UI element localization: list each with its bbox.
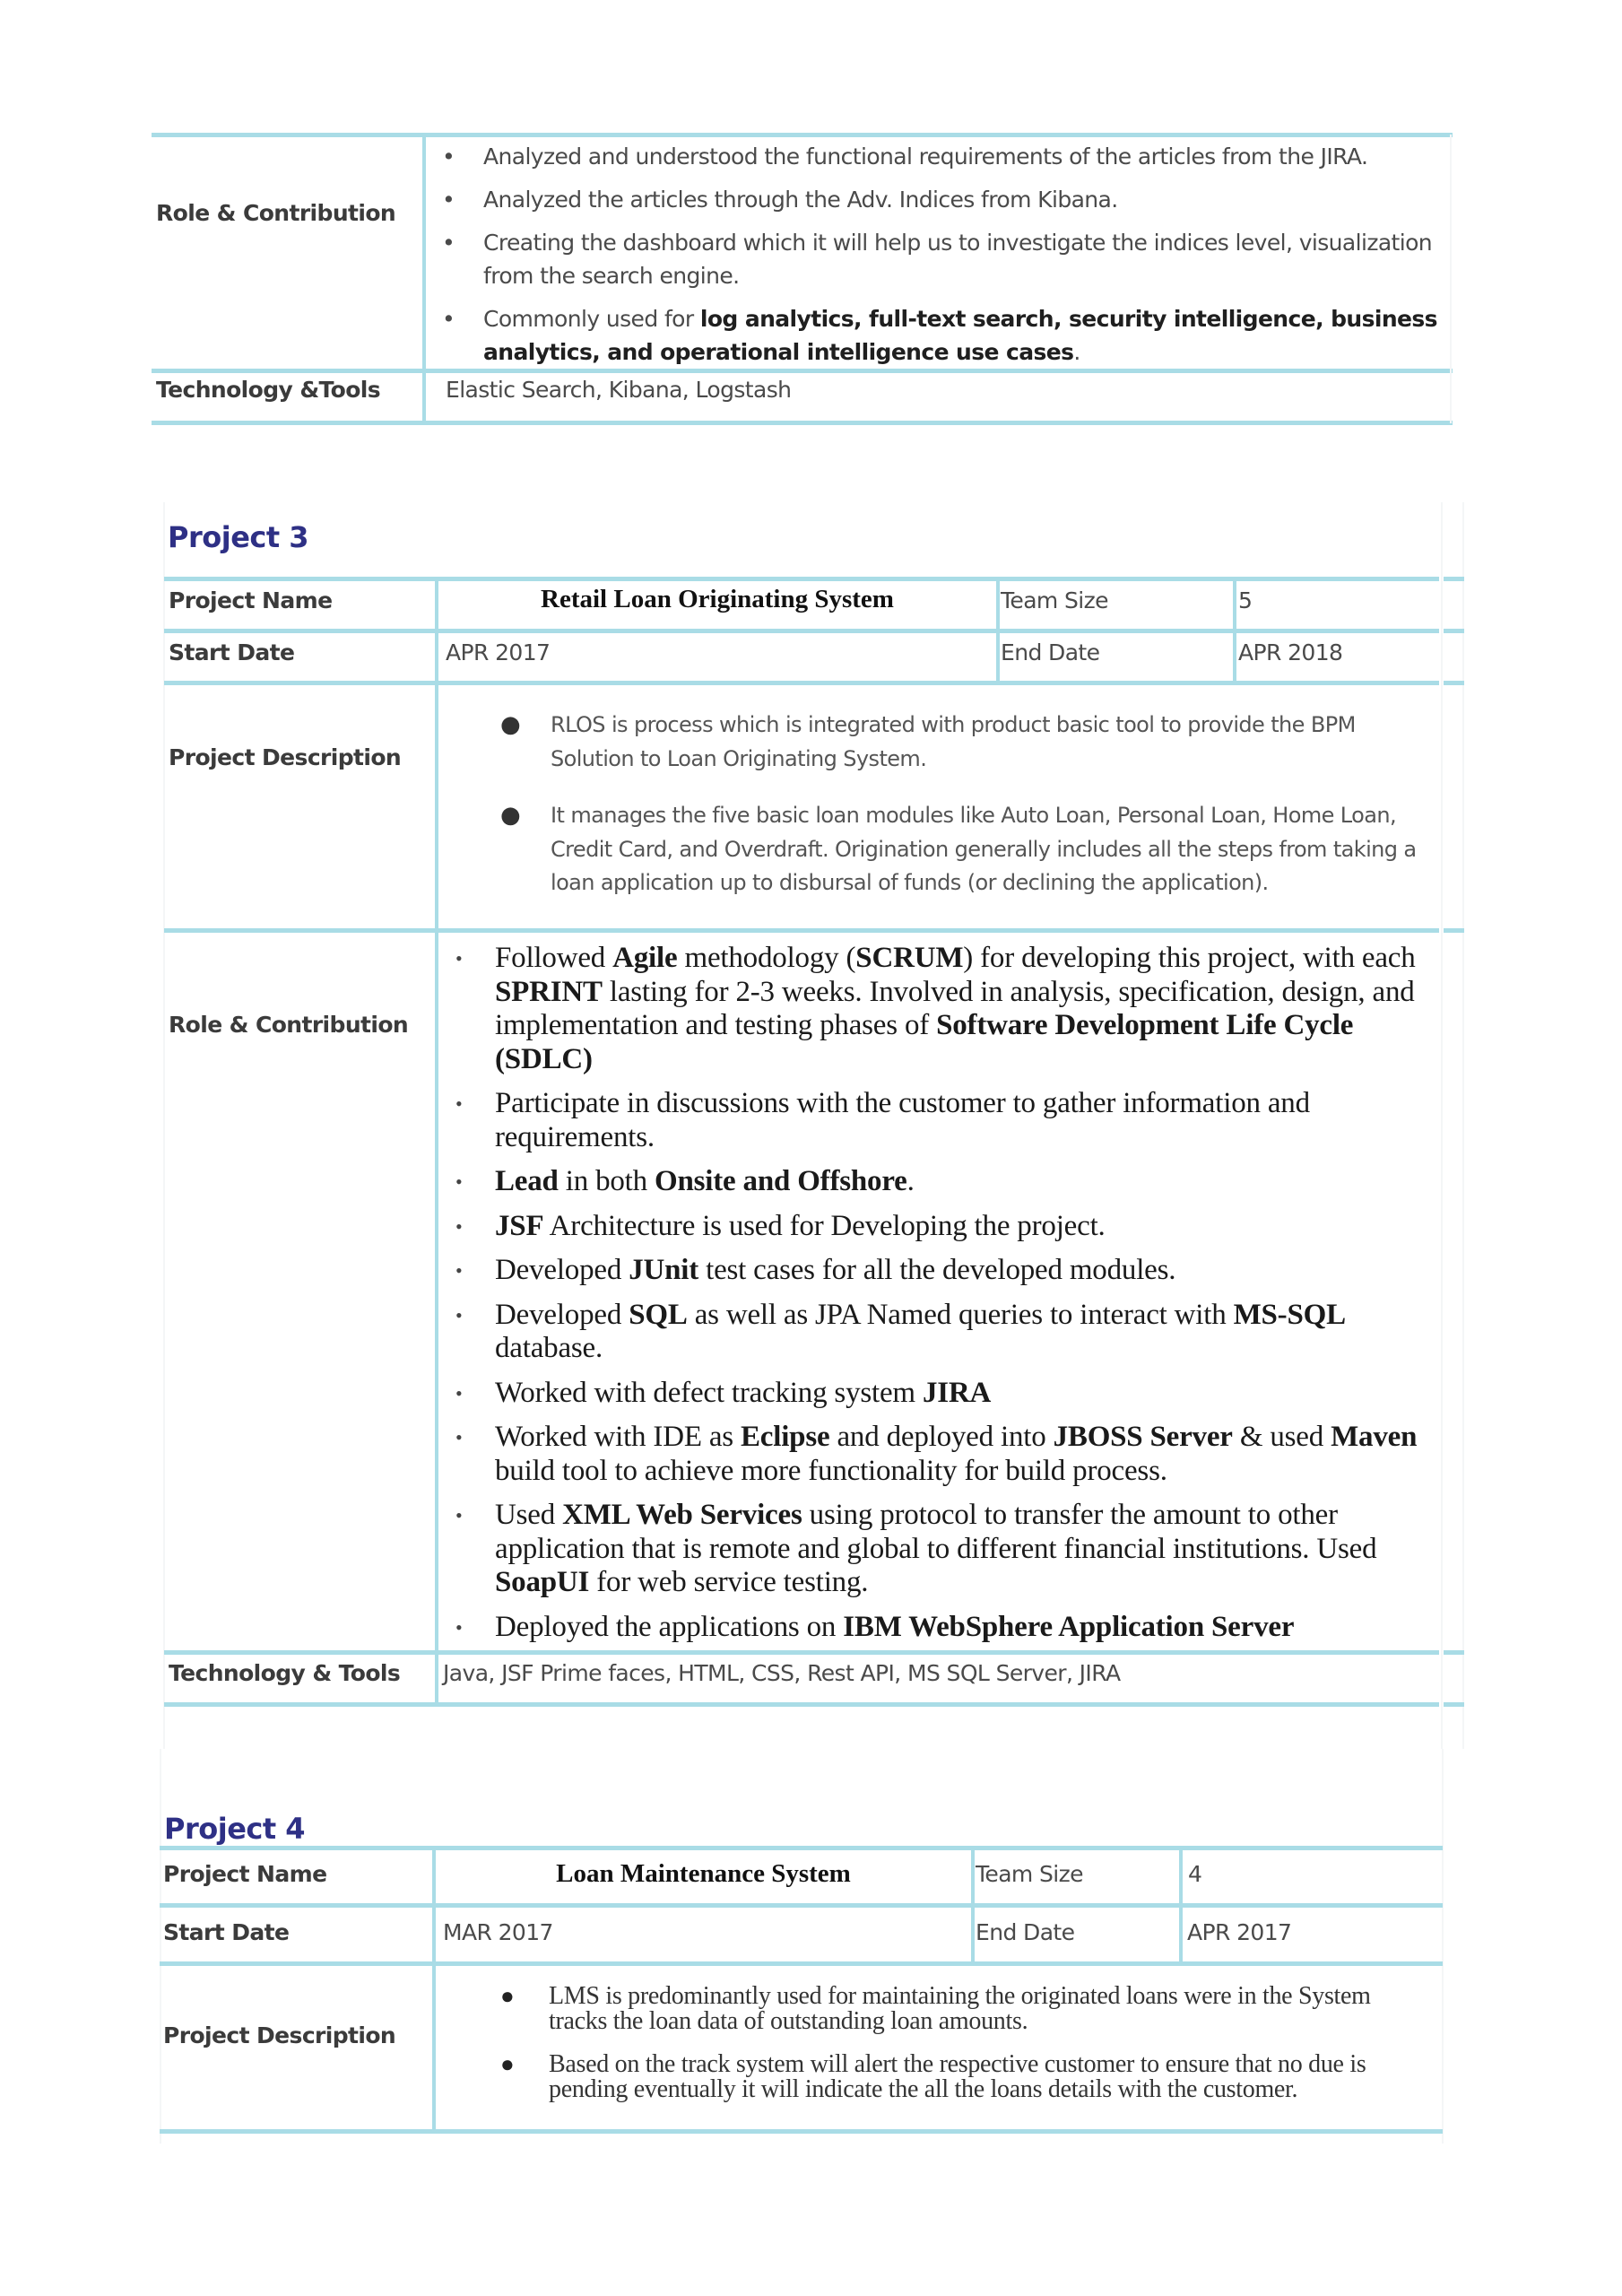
bullet-icon: ● xyxy=(500,1983,515,2009)
bullet-icon: • xyxy=(455,1303,463,1326)
list-item xyxy=(448,1421,1444,1488)
list-item-text: Architecture is used for Developing the project. xyxy=(543,1209,1106,1242)
list-item-bold-text: SCRUM xyxy=(855,942,964,974)
table-border xyxy=(160,1961,1443,1966)
list-item-text: Creating the dashboard which it will help us to investigate the indices level, visualization from the search engine. xyxy=(483,230,1433,289)
list-item-text: Commonly used for xyxy=(483,306,700,332)
list-item-text: Analyzed the articles through the Adv. Indices from Kibana. xyxy=(483,187,1118,213)
project-name-value: Loan Maintenance System xyxy=(556,1859,851,1888)
list-item-text: for web service testing. xyxy=(589,1566,869,1598)
bullet-icon: • xyxy=(442,306,455,332)
project-description-label: Project Description xyxy=(163,2022,396,2048)
table-edge xyxy=(1462,502,1464,1749)
list-item xyxy=(448,1254,1444,1288)
list-item-text: methodology ( xyxy=(677,942,856,974)
page-edge xyxy=(163,502,165,1749)
bullet-icon: • xyxy=(455,1504,463,1526)
list-item-text: Worked with defect tracking system xyxy=(495,1376,923,1409)
bullet-icon: ● xyxy=(500,2051,515,2077)
list-item-text: lasting for 2-3 weeks. Involved in analysis, specification, design, and implementation and testing phases of xyxy=(495,975,1415,1041)
list-item-text: build tool to achieve more functionality for build process. xyxy=(495,1454,1167,1487)
table-border xyxy=(164,681,1439,685)
list-item xyxy=(442,302,1451,369)
start-date-label: Start Date xyxy=(163,1919,290,1945)
list-item-text: in both xyxy=(558,1165,655,1197)
technology-tools-value: Java, JSF Prime faces, HTML, CSS, Rest API, MS SQL Server, JIRA xyxy=(443,1660,1121,1686)
team-size-value: 5 xyxy=(1238,587,1253,613)
list-item-text: LMS is predominantly used for maintaining the originated loans were in the System tracks the loan data of outstanding loan amounts. xyxy=(549,1982,1371,2035)
bullet-icon: ● xyxy=(500,802,521,829)
role-contribution-label: Role & Contribution xyxy=(156,200,396,226)
end-date-value: APR 2018 xyxy=(1238,639,1343,665)
list-item-text: using protocol to transfer the amount to other application that is remote and global to different financial institutions. Used xyxy=(495,1499,1377,1565)
list-item-text: as well as JPA Named queries to interact with xyxy=(687,1298,1234,1331)
bullet-icon: • xyxy=(442,144,455,170)
list-item-text: Analyzed and understood the functional requirements of the articles from the JIRA. xyxy=(483,144,1368,170)
list-item-bold-text: Software Development Life Cycle (SDLC) xyxy=(495,1009,1354,1075)
project-name-value: Retail Loan Originating System xyxy=(541,585,894,613)
bullet-icon: • xyxy=(455,947,463,970)
team-size-label: Team Size xyxy=(1001,587,1108,613)
table-border xyxy=(1444,577,1464,581)
bullet-icon: • xyxy=(442,187,455,213)
column-divider xyxy=(971,1848,975,1964)
bullet-icon: • xyxy=(455,1092,463,1115)
list-item xyxy=(448,1611,1444,1645)
list-item-bold-text: JBOSS Server xyxy=(1053,1421,1233,1453)
project-4-heading: Project 4 xyxy=(164,1812,306,1846)
list-item xyxy=(448,1087,1444,1154)
list-item-bold-text: XML Web Services xyxy=(562,1499,802,1531)
list-item-text: It manages the five basic loan modules like Auto Loan, Personal Loan, Home Loan, Credit Card, and Overdraft. Origination generally includes all the steps from taking a loan application up to disbursal of funds (or declining the application). xyxy=(551,803,1417,895)
list-item-bold-text: JIRA xyxy=(922,1376,992,1409)
column-divider xyxy=(1179,1848,1183,1964)
page-edge xyxy=(160,1749,161,2144)
table-border xyxy=(160,1903,1443,1908)
list-item-text: test cases for all the developed modules. xyxy=(698,1254,1176,1286)
list-item-text: Developed xyxy=(495,1298,629,1331)
bullet-icon: • xyxy=(455,1214,463,1238)
list-item-bold-text: MS-SQL xyxy=(1233,1298,1346,1331)
list-item-text: RLOS is process which is integrated with product basic tool to provide the BPM Solution to Loan Originating System. xyxy=(551,712,1356,771)
list-item-bold-text: Eclipse xyxy=(740,1421,830,1453)
column-divider xyxy=(1233,579,1236,683)
list-item-text: and deployed into xyxy=(829,1421,1054,1453)
project-name-label: Project Name xyxy=(169,587,333,613)
list-item xyxy=(493,1984,1426,2034)
table-border xyxy=(1444,629,1464,633)
bullet-icon: • xyxy=(442,230,455,256)
list-item-text: Developed xyxy=(495,1254,629,1286)
table-border xyxy=(164,1702,1439,1707)
table-border xyxy=(1444,681,1464,685)
list-item xyxy=(448,1210,1444,1244)
list-item-bold-text: JUnit xyxy=(629,1254,699,1286)
column-divider xyxy=(432,1848,436,2132)
list-item-bold-text: Agile xyxy=(612,942,678,974)
bullet-icon: ● xyxy=(500,711,521,738)
list-item xyxy=(448,1165,1444,1199)
list-item-bold-text: SQL xyxy=(629,1298,688,1331)
bullet-icon: • xyxy=(455,1615,463,1639)
project-description-label: Project Description xyxy=(169,744,402,770)
table-border xyxy=(160,1846,1443,1850)
table-border xyxy=(164,577,1439,581)
column-divider xyxy=(435,579,438,1705)
list-item-text: ) for developing this project, with each xyxy=(963,942,1416,974)
table-border xyxy=(1444,1650,1464,1655)
list-item-text: Used xyxy=(495,1499,563,1531)
table-border xyxy=(160,2129,1443,2134)
technology-tools-label: Technology &Tools xyxy=(156,377,381,403)
column-divider xyxy=(996,579,1000,683)
bullet-icon: • xyxy=(455,1170,463,1193)
team-size-label: Team Size xyxy=(976,1861,1083,1887)
table-edge xyxy=(1442,1749,1444,2144)
list-item xyxy=(448,1377,1444,1411)
list-item-text: Participate in discussions with the customer to gather information and requirements. xyxy=(495,1087,1310,1153)
role-contribution-label: Role & Contribution xyxy=(169,1012,409,1038)
project-description-list xyxy=(493,1984,1426,2120)
list-item xyxy=(442,183,1451,216)
column-divider xyxy=(422,135,426,423)
list-item-text: . xyxy=(1073,339,1080,365)
list-item xyxy=(448,1499,1444,1600)
list-item xyxy=(448,942,1444,1076)
table-border xyxy=(152,421,1453,425)
list-item-bold-text: Onsite and Offshore xyxy=(655,1165,907,1197)
technology-tools-value: Elastic Search, Kibana, Logstash xyxy=(446,377,792,403)
project-description-list xyxy=(493,709,1417,924)
list-item-text: Deployed the applications on xyxy=(495,1610,844,1643)
list-item xyxy=(442,226,1451,292)
list-item xyxy=(493,799,1417,900)
list-item xyxy=(442,140,1451,173)
table-border xyxy=(152,133,1453,137)
start-date-label: Start Date xyxy=(169,639,295,665)
table-border xyxy=(164,928,1439,933)
team-size-value: 4 xyxy=(1188,1861,1202,1887)
list-item-text: Worked with IDE as xyxy=(495,1421,741,1453)
table-border xyxy=(1444,928,1464,933)
list-item-text: database. xyxy=(495,1332,603,1364)
role-contribution-list xyxy=(448,942,1444,1655)
list-item-text: Followed xyxy=(495,942,613,974)
list-item xyxy=(493,709,1417,776)
bullet-icon: • xyxy=(455,1381,463,1405)
list-item-bold-text: IBM WebSphere Application Server xyxy=(843,1610,1295,1643)
list-item xyxy=(448,1299,1444,1366)
list-item-bold-text: log analytics, full-text search, security intelligence, business analytics, and operational intelligence use cases xyxy=(483,306,1437,365)
table-border xyxy=(1444,1702,1464,1707)
project-name-label: Project Name xyxy=(163,1861,327,1887)
bullet-icon: • xyxy=(455,1426,463,1448)
list-item-bold-text: SoapUI xyxy=(495,1566,590,1598)
start-date-value: MAR 2017 xyxy=(443,1919,553,1945)
list-item-text: Based on the track system will alert the respective customer to ensure that no due is pending eventually it will indicate the all the loans details with the customer. xyxy=(549,2050,1366,2103)
role-contribution-list xyxy=(442,140,1451,378)
table-border xyxy=(164,629,1439,633)
bullet-icon: • xyxy=(455,1259,463,1282)
list-item-text: . xyxy=(906,1165,915,1197)
list-item-bold-text: JSF xyxy=(495,1209,544,1242)
list-item xyxy=(493,2052,1426,2102)
list-item-bold-text: Maven xyxy=(1331,1421,1418,1453)
end-date-value: APR 2017 xyxy=(1187,1919,1292,1945)
list-item-text: & used xyxy=(1232,1421,1331,1453)
start-date-value: APR 2017 xyxy=(446,639,551,665)
list-item-bold-text: Lead xyxy=(495,1165,559,1197)
end-date-label: End Date xyxy=(1001,639,1100,665)
end-date-label: End Date xyxy=(976,1919,1075,1945)
project-3-heading: Project 3 xyxy=(168,520,309,554)
technology-tools-label: Technology & Tools xyxy=(169,1660,401,1686)
list-item-bold-text: SPRINT xyxy=(495,975,603,1008)
